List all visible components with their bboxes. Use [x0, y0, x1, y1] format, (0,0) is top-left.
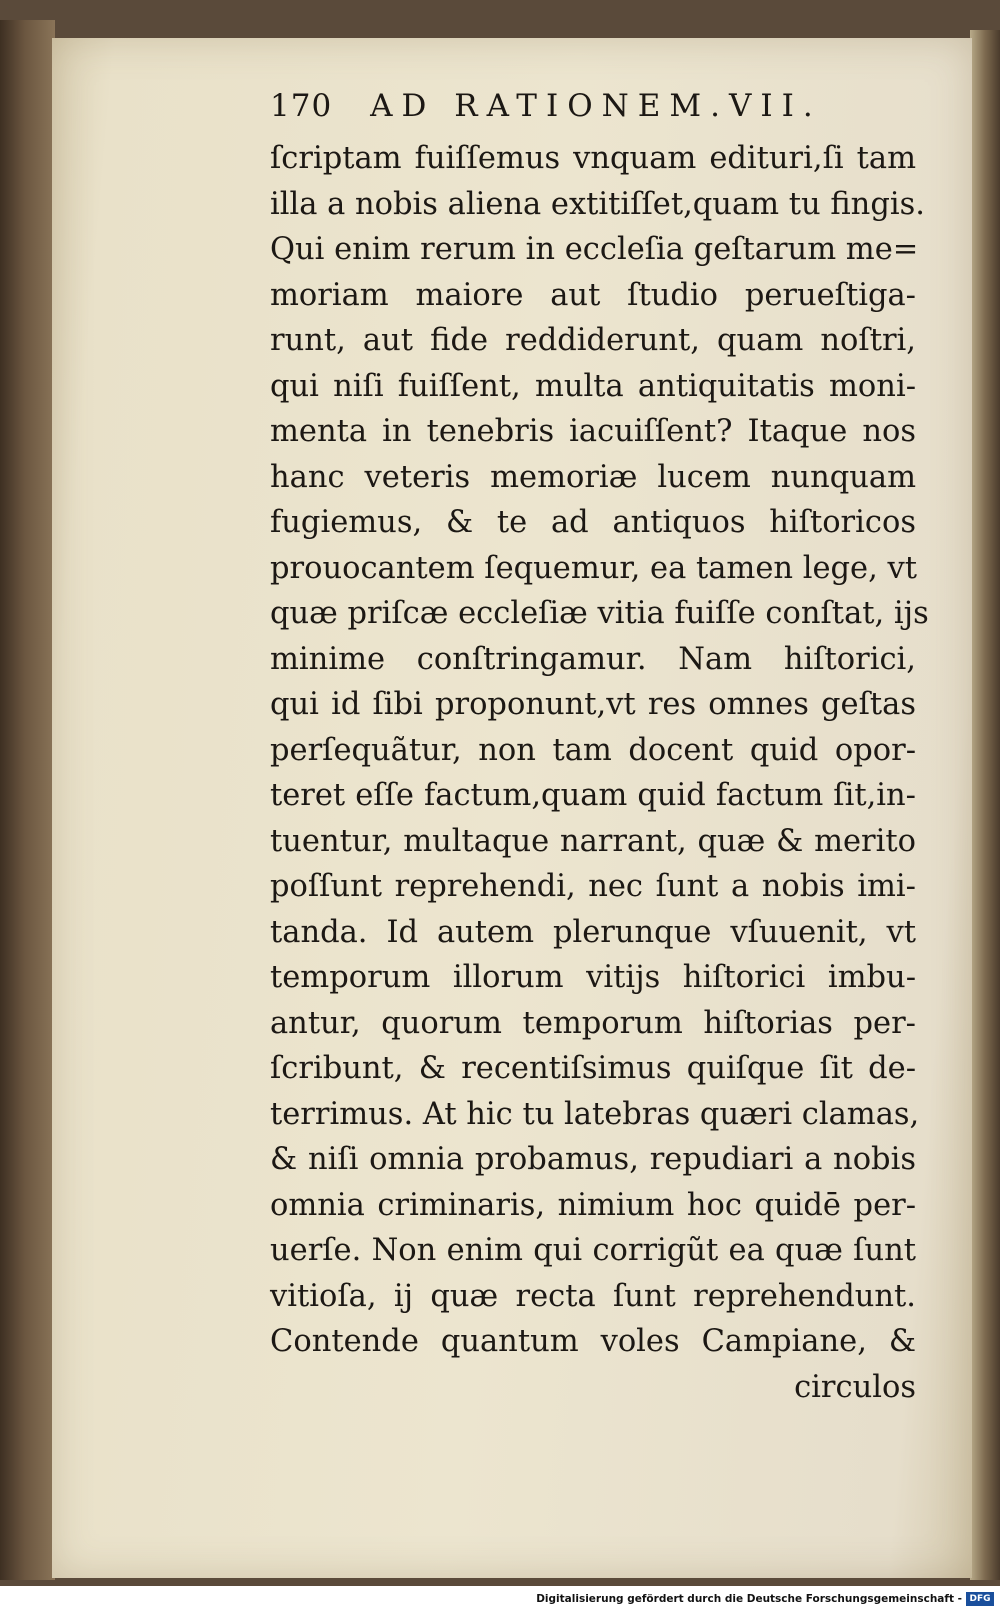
- text-line: illa a nobis aliena extitiſſet,quam tu fingis.: [270, 186, 925, 222]
- text-line: tanda. Id autem plerunque vſuuenit, vt: [270, 914, 916, 950]
- text-line: Contende quantum voles Campiane, &: [270, 1324, 916, 1359]
- text-line: minime conſtringamur. Nam hiſtorici,: [270, 641, 916, 677]
- page-fore-edge: [970, 30, 1000, 1580]
- running-title: AD RATIONEM.VII.: [370, 88, 822, 124]
- text-line: temporum illorum vitijs hiſtorici imbu-: [270, 960, 916, 995]
- text-line: ſcribunt, & recentiſsimus quiſque ſit de-: [270, 1051, 916, 1086]
- text-line: teret eſſe factum,quam quid factum ſit,in-: [270, 778, 916, 813]
- text-line: hanc veteris memoriæ lucem nunquam: [270, 459, 916, 495]
- text-line: prouocantem ſequemur, ea tamen lege, vt: [270, 550, 917, 586]
- page-header: [270, 88, 950, 136]
- text-line: omnia criminaris, nimium hoc quidē per-: [270, 1187, 916, 1223]
- text-line: qui id ſibi proponunt,vt res omnes geſtas: [270, 687, 916, 722]
- text-line: Qui enim rerum in eccleſia geſtarum me=: [270, 232, 919, 267]
- text-line: menta in tenebris iacuiſſent? Itaque nos: [270, 414, 916, 449]
- text-line: vitioſa, ij quæ recta ſunt reprehendunt.: [270, 1278, 916, 1314]
- text-line: & niſi omnia probamus, repudiari a nobis: [270, 1142, 916, 1177]
- catchword: circulos: [794, 1369, 916, 1405]
- text-block: [270, 88, 950, 1410]
- text-line: qui niſi fuiſſent, multa antiquitatis moni-: [270, 368, 916, 404]
- text-line: fugiemus, & te ad antiquos hiſtoricos: [270, 505, 916, 540]
- digitization-footer: [0, 1586, 1000, 1614]
- text-line: moriam maiore aut ſtudio perueſtiga-: [270, 277, 916, 313]
- text-line: quæ priſcæ eccleſiæ vitia fuiſſe conſtat, ijs: [270, 596, 929, 631]
- text-line: tuentur, multaque narrant, quæ & merito: [270, 823, 916, 859]
- text-line: uerſe. Non enim qui corrigũt ea quæ ſunt: [270, 1233, 916, 1268]
- dfg-logo-icon: DFG: [966, 1592, 994, 1606]
- text-line: terrimus. At hic tu latebras quæri clamas,: [270, 1096, 920, 1132]
- funding-credit: Digitalisierung gefördert durch die Deutsche Forschungsgemeinschaft -: [536, 1593, 962, 1605]
- book-spine-edge: [0, 20, 55, 1580]
- text-line: antur, quorum temporum hiſtorias per-: [270, 1005, 916, 1041]
- body-text: [270, 136, 950, 1365]
- paper-page: [52, 38, 972, 1578]
- text-line: perſequãtur, non tam docent quid opor-: [270, 732, 916, 768]
- page-number: 170: [270, 88, 333, 124]
- text-line: runt, aut fide reddiderunt, quam noſtri,: [270, 323, 916, 358]
- text-line: ſcriptam fuiſſemus vnquam edituri,ſi tam: [270, 141, 916, 176]
- text-line: poſſunt reprehendi, nec ſunt a nobis imi-: [270, 869, 916, 904]
